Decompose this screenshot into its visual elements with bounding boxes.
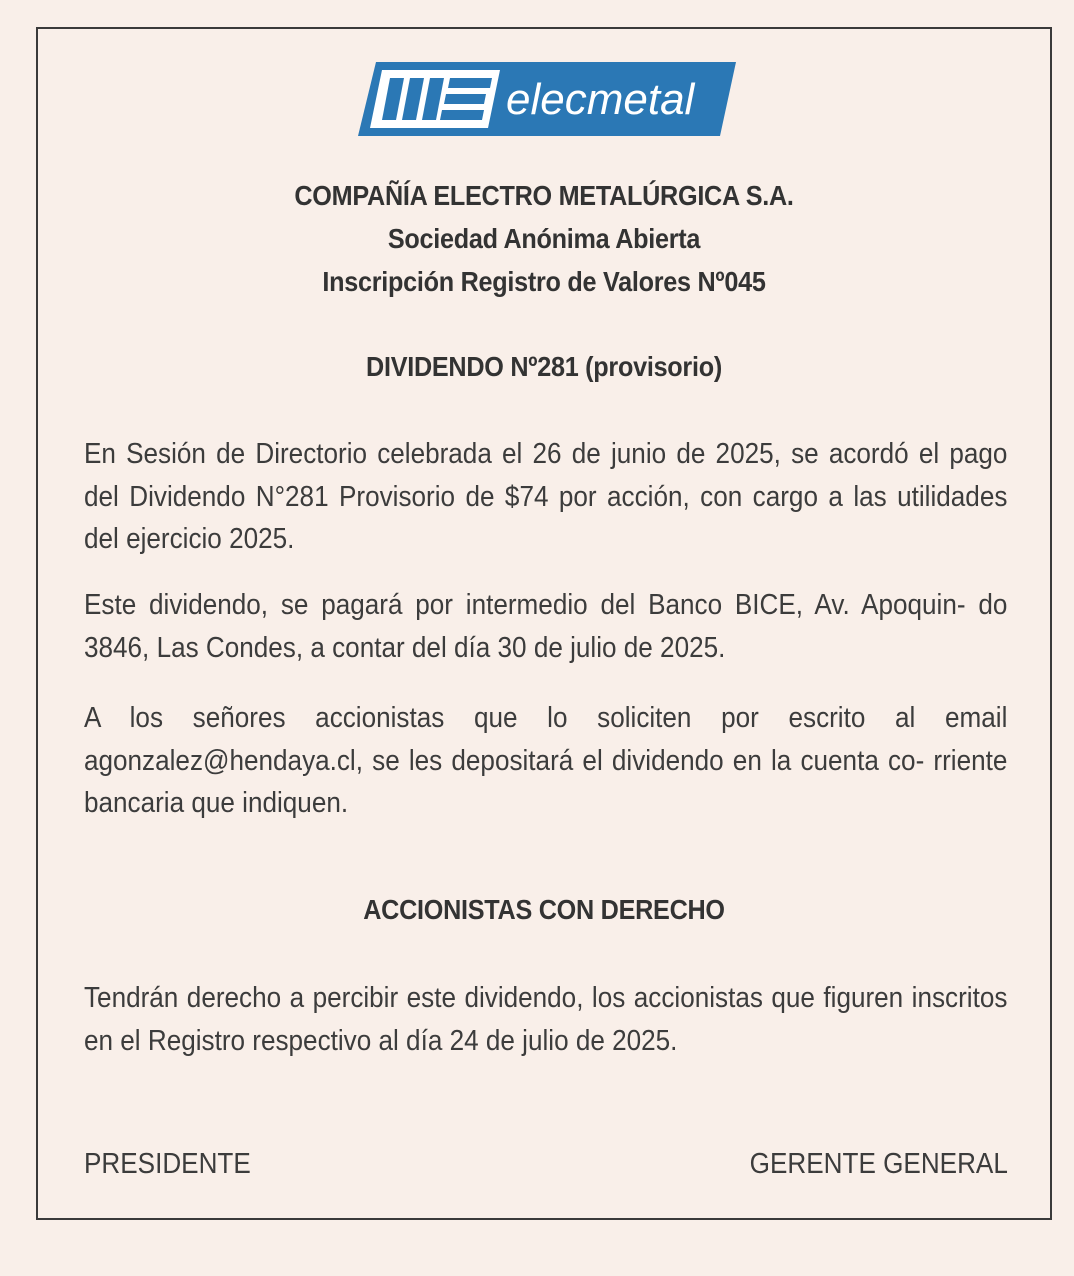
signature-general-manager: GERENTE GENERAL — [749, 1148, 1008, 1180]
paragraph-text: A los señores accionistas que lo soliciten por escrito al email agonzalez@hendaya.cl, se les depositará el dividendo en la cuenta co- rriente bancaria que indiquen. — [84, 702, 1008, 819]
signature-president: PRESIDENTE — [84, 1148, 251, 1180]
paragraph-deposit — [84, 697, 1007, 825]
rights-title: ACCIONISTAS CON DERECHO — [363, 894, 725, 925]
paragraph-text: Tendrán derecho a percibir este dividendo, los accionistas que figuren inscritos en el Registro respectivo al día 24 de julio de 2025. — [84, 982, 1008, 1057]
company-name: COMPAÑÍA ELECTRO METALÚRGICA S.A. — [294, 180, 794, 211]
elecmetal-logo-graphic — [358, 60, 738, 138]
paragraph-payment — [84, 584, 1007, 669]
elecmetal-logo — [358, 60, 738, 138]
paragraph-rights — [84, 977, 1007, 1062]
company-type: Sociedad Anónima Abierta — [387, 223, 701, 254]
svg-text:elecmetal: elecmetal — [506, 75, 695, 124]
registry-number: Inscripción Registro de Valores Nº045 — [322, 266, 766, 297]
paragraph-session — [84, 433, 1007, 561]
paragraph-text: En Sesión de Directorio celebrada el 26 de junio de 2025, se acordó el pago del Dividendo N°281 Provisorio de $74 por acción, con cargo a las utilidades del ejercicio 2025. — [84, 438, 1008, 555]
paragraph-text: Este dividendo, se pagará por intermedio del Banco BICE, Av. Apoquin- do 3846, Las Condes, a contar del día 30 de julio de 2025. — [84, 589, 1008, 664]
dividend-title: DIVIDENDO Nº281 (provisorio) — [366, 351, 722, 382]
